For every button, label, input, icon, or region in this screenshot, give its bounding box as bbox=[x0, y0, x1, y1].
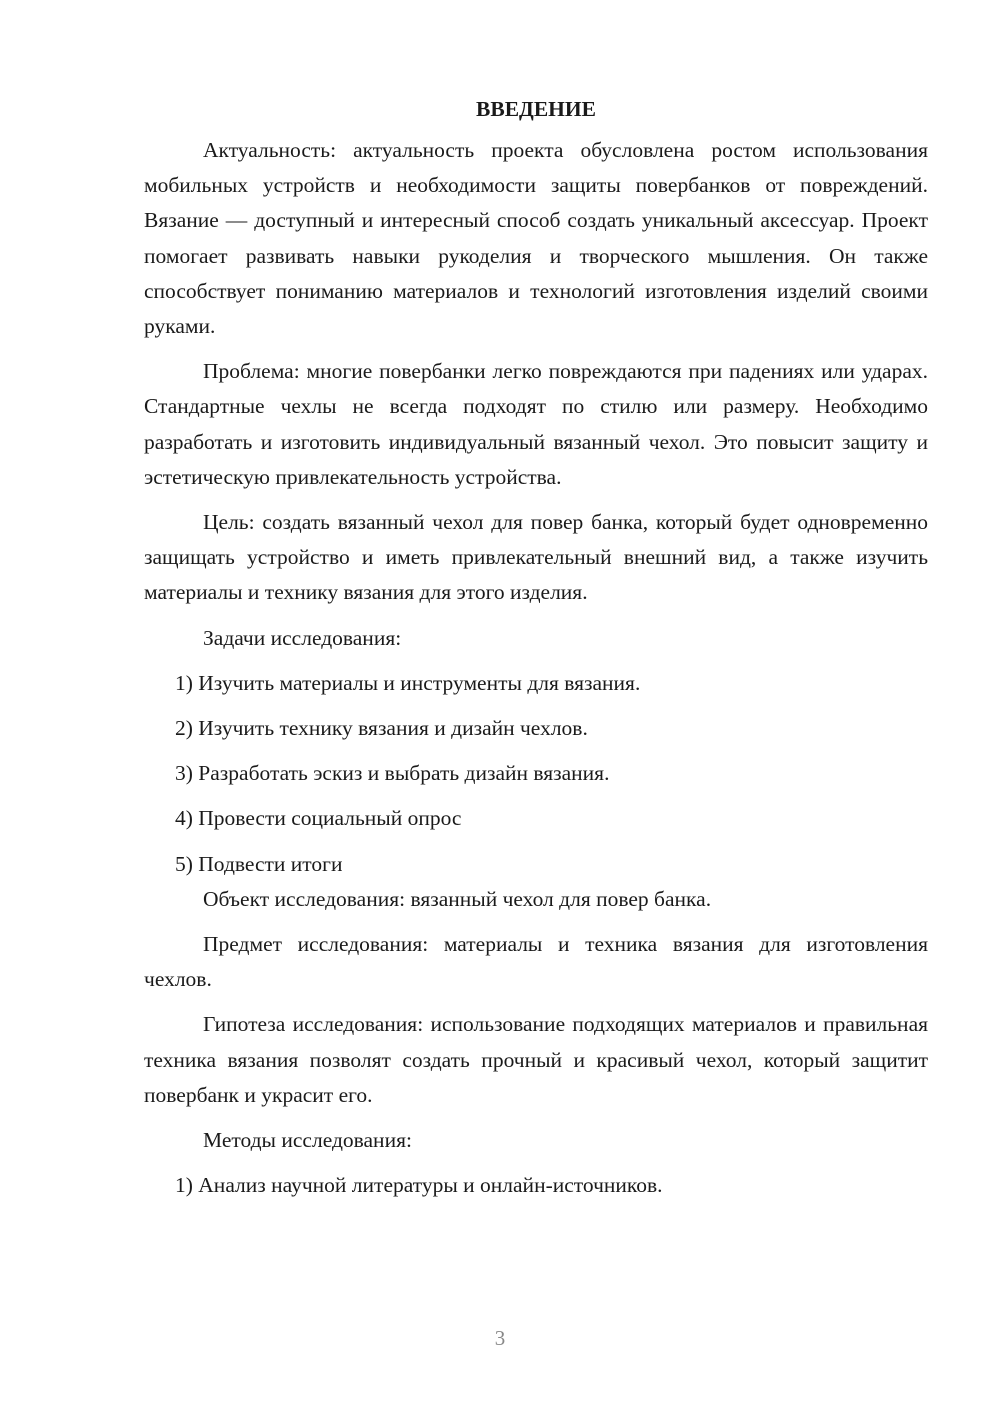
task-item: 5) Подвести итоги bbox=[175, 851, 343, 876]
method-item: 1) Анализ научной литературы и онлайн-источников. bbox=[175, 1173, 663, 1198]
methods-heading: Методы исследования: bbox=[203, 1128, 412, 1153]
task-item: 2) Изучить технику вязания и дизайн чехлов. bbox=[175, 716, 588, 741]
problem-paragraph: Проблема: многие повербанки легко повреждаются при падениях или ударах. Стандартные чехлы не всегда подходят по стилю или размеру. Необходимо разработать и изготовить индивидуальный вязанный чехол. Это повысит защиту и эстетическую привлекательность устройства. bbox=[144, 359, 928, 489]
hypothesis-paragraph: Гипотеза исследования: использование подходящих материалов и правильная техника вязания позволят создать прочный и красивый чехол, который защитит повербанк и украсит его. bbox=[144, 1012, 928, 1107]
subject-paragraph: Предмет исследования: материалы и техника вязания для изготовления чехлов. bbox=[144, 932, 928, 992]
tasks-heading: Задачи исследования: bbox=[203, 625, 402, 650]
object-paragraph: Объект исследования: вязанный чехол для повер банка. bbox=[203, 886, 712, 911]
page-number: 3 bbox=[494, 1326, 506, 1350]
relevance-paragraph: Актуальность: актуальность проекта обусловлена ростом использования мобильных устройств и необходимости защиты повербанков от повреждений. Вязание — доступный и интересный способ создать уникальный аксессуар. Проект помогает развивать навыки рукоделия и творческого мышления. Он также способствует пониманию материалов и технологий изготовления изделий своими руками. bbox=[144, 138, 928, 339]
task-item: 1) Изучить материалы и инструменты для вязания. bbox=[175, 670, 641, 695]
document-page bbox=[144, 92, 928, 1213]
page-title: ВВЕДЕНИЕ bbox=[476, 97, 596, 121]
task-item: 3) Разработать эскиз и выбрать дизайн вязания. bbox=[175, 761, 610, 786]
task-item: 4) Провести социальный опрос bbox=[175, 806, 462, 831]
goal-paragraph: Цель: создать вязанный чехол для повер банка, который будет одновременно защищать устройство и иметь привлекательный внешний вид, а также изучить материалы и технику вязания для этого изделия. bbox=[144, 510, 928, 605]
